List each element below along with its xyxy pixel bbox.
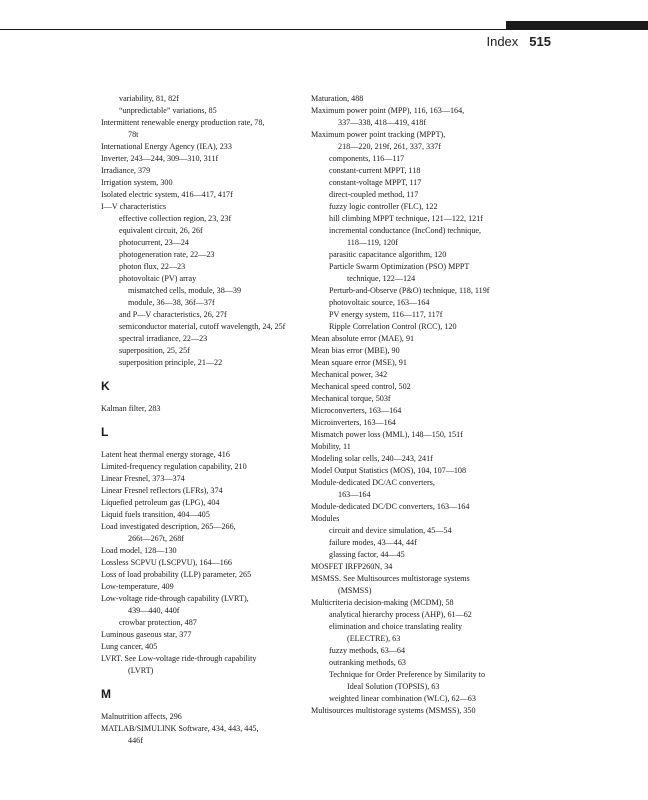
index-subentry: glassing factor, 44—45 [329,550,405,559]
index-subentry: Perturb-and-Observe (P&O) technique, 118, 119f [329,286,490,295]
index-subentry: Particle Swarm Optimization (PSO) MPPT [329,262,470,271]
index-subentry: photocurrent, 23—24 [119,238,189,247]
index-subentry: PV energy system, 116—117, 117f [329,310,443,319]
index-entry: Modules [311,514,340,523]
index-subentry: photovoltaic source, 163—164 [329,298,430,307]
index-entry: Mechanical torque, 503f [311,394,391,403]
running-head [486,34,551,49]
index-subentry: effective collection region, 23, 23f [119,214,232,223]
index-subentry: 78t [128,130,139,139]
index-entry: Load model, 128—130 [101,546,177,555]
index-subentry: components, 116—117 [329,154,405,163]
index-subentry: spectral irradiance, 22—23 [119,334,208,343]
index-subentry: Technique for Order Preference by Similarity to [329,670,486,679]
index-entry: Modeling solar cells, 240—243, 241f [311,454,433,463]
index-entry: Liquefied petroleum gas (LPG), 404 [101,498,220,507]
index-entry: Loss of load probability (LLP) parameter, 265 [101,570,252,579]
index-entry: Isolated electric system, 416—417, 417f [101,190,233,199]
index-entry: Low-voltage ride-through capability (LVRT), [101,594,249,603]
index-subentry: parasitic capacitance algorithm, 120 [329,250,447,259]
index-entry: Mechanical power, 342 [311,370,388,379]
index-entry: Irradiance, 379 [101,166,151,175]
index-entry: Intermittent renewable energy production rate, 78, [101,118,265,127]
index-entry: Maturation, 488 [311,94,364,103]
index-subentry: photogeneration rate, 22—23 [119,250,215,259]
index-subentry: Ripple Correlation Control (RCC), 120 [329,322,457,331]
index-entry: MSMSS. See Multisources multistorage systems [311,574,470,583]
index-entry: Irrigation system, 300 [101,178,173,187]
index-subentry: incremental conductance (IncCond) technique, [329,226,482,235]
index-subentry: failure modes, 43—44, 44f [329,538,417,547]
index-subentry: (MSMSS) [338,586,372,595]
index-subentry: 446f [128,736,143,745]
index-entry: Mean square error (MSE), 91 [311,358,407,367]
index-entry: Mismatch power loss (MML), 148—150, 151f [311,430,463,439]
index-subentry: photovoltaic (PV) array [119,274,197,283]
index-entry: Maximum power point tracking (MPPT), [311,130,446,139]
index-subentry: constant-current MPPT, 118 [329,166,421,175]
index-subentry: Ideal Solution (TOPSIS), 63 [347,682,440,691]
index-entry: Linear Fresnel reflectors (LFRs), 374 [101,486,223,495]
index-entry: Liquid fuels transition, 404—405 [101,510,210,519]
index-entry: Lung cancer, 405 [101,642,158,651]
index-entry: MOSFET IRFP260N, 34 [311,562,393,571]
index-entry: Module-dedicated DC/AC converters, [311,478,435,487]
index-entry: Latent heat thermal energy storage, 416 [101,450,230,459]
index-entry: Inverter, 243—244, 309—310, 311f [101,154,219,163]
index-subentry: mismatched cells, module, 38—39 [128,286,242,295]
index-entry: Microconverters, 163—164 [311,406,402,415]
index-entry: Malnutrition affects, 296 [101,712,182,721]
index-entry: Lossless SCPVU (LSCPVU), 164—166 [101,558,232,567]
index-entry: Mean bias error (MBE), 90 [311,346,400,355]
index-entry: I—V characteristics [101,202,167,211]
index-subentry: 439—440, 440f [128,606,180,615]
index-subentry: (ELECTRE), 63 [347,634,401,643]
index-subentry: 163—164 [338,490,371,499]
index-entry: Mean absolute error (MAE), 91 [311,334,415,343]
index-subentry: crowbar protection, 487 [119,618,197,627]
index-column-left [101,93,301,747]
index-entry: Maximum power point (MPP), 116, 163—164, [311,106,465,115]
index-subentry: 266t—267t, 268f [128,534,184,543]
index-subentry: technique, 122—124 [347,274,416,283]
index-entry: Module-dedicated DC/DC converters, 163—164 [311,502,470,511]
index-subentry: and P—V characteristics, 26, 27f [119,310,227,319]
index-subentry: fuzzy logic controller (FLC), 122 [329,202,438,211]
index-subentry: 337—338, 418—419, 418f [338,118,427,127]
header-rule [0,29,648,30]
index-subentry: module, 36—38, 36f—37f [128,298,215,307]
index-subentry: outranking methods, 63 [329,658,406,667]
index-subentry: superposition, 25, 25f [119,346,190,355]
index-subentry: “unpredictable” variations, 85 [119,106,217,115]
index-entry: Model Output Statistics (MOS), 104, 107—108 [311,466,467,475]
index-entry: Load investigated description, 265—266, [101,522,236,531]
index-entry: Luminous gaseous star, 377 [101,630,192,639]
index-subentry: weighted linear combination (WLC), 62—63 [329,694,476,703]
page-number: 515 [529,34,551,49]
index-subentry: (LVRT) [128,666,154,675]
index-entry: Linear Fresnel, 373—374 [101,474,185,483]
index-entry: Limited-frequency regulation capability, 210 [101,462,247,471]
index-entry: Mobility, 11 [311,442,351,451]
index-subentry: direct-coupled method, 117 [329,190,419,199]
index-entry: Microinverters, 163—164 [311,418,396,427]
index-entry: International Energy Agency (IEA), 233 [101,142,232,151]
index-subentry: semiconductor material, cutoff wavelength, 24, 25f [119,322,286,331]
index-subentry: elimination and choice translating reality [329,622,463,631]
index-subentry: hill climbing MPPT technique, 121—122, 121f [329,214,483,223]
section-letter-l: L [101,425,109,439]
index-entry: Kalman filter, 283 [101,404,161,413]
index-subentry: variability, 81, 82f [119,94,179,103]
index-entry: Multisources multistorage systems (MSMSS), 350 [311,706,476,715]
index-entry: Low-temperature, 409 [101,582,174,591]
index-subentry: 118—119, 120f [347,238,398,247]
index-entry: Multicriteria decision-making (MCDM), 58 [311,598,454,607]
index-entry: MATLAB/SIMULINK Software, 434, 443, 445, [101,724,259,733]
index-subentry: photon flux, 22—23 [119,262,186,271]
index-subentry: 218—220, 219f, 261, 337, 337f [338,142,441,151]
index-subentry: analytical hierarchy process (AHP), 61—62 [329,610,472,619]
section-title: Index [486,34,519,49]
index-subentry: circuit and device simulation, 45—54 [329,526,452,535]
section-letter-k: K [101,379,110,393]
index-column-right [311,93,511,717]
index-entry: Mechanical speed control, 502 [311,382,411,391]
index-entry: LVRT. See Low-voltage ride-through capability [101,654,257,663]
index-subentry: equivalent circuit, 26, 26f [119,226,203,235]
index-subentry: constant-voltage MPPT, 117 [329,178,422,187]
index-subentry: fuzzy methods, 63—64 [329,646,406,655]
section-letter-m: M [101,687,111,701]
index-subentry: superposition principle, 21—22 [119,358,223,367]
